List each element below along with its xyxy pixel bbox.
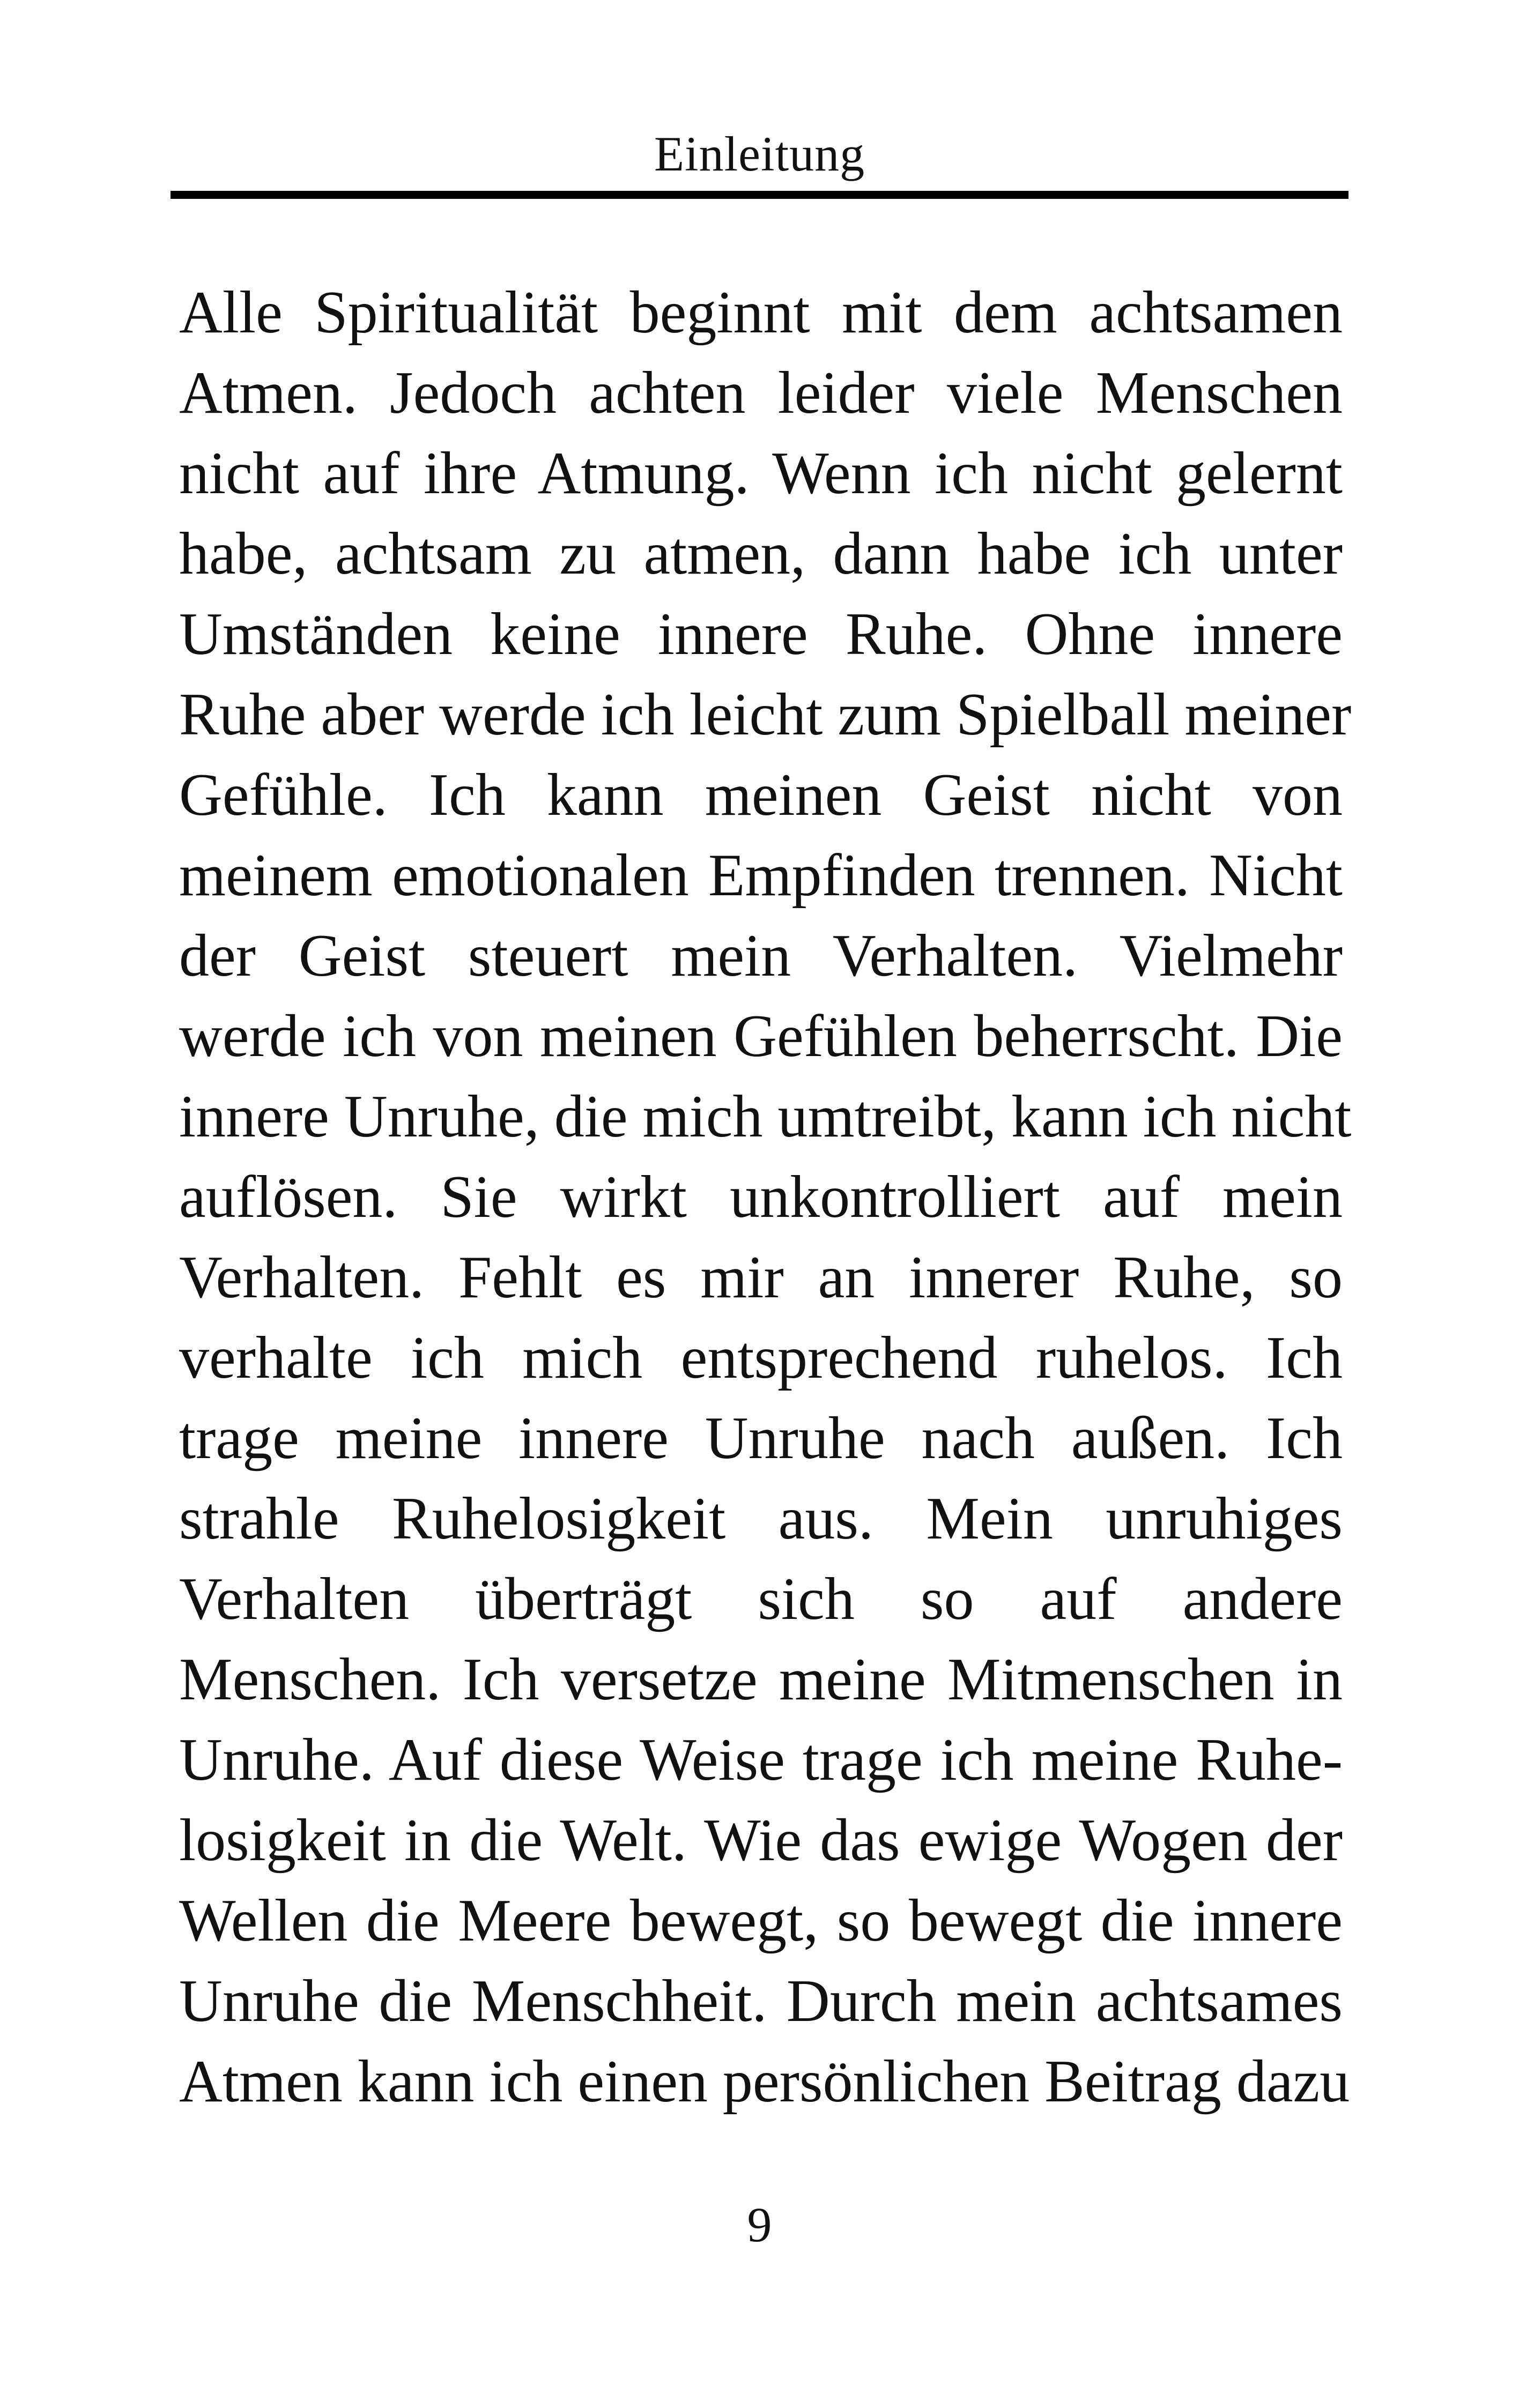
text-line: habe, achtsam zu atmen, dann habe ich unter xyxy=(179,521,1343,587)
text-line: Verhalten. Fehlt es mir an innerer Ruhe, so xyxy=(179,1244,1343,1311)
text-line: strahle Ruhelosigkeit aus. Mein unruhiges xyxy=(179,1485,1343,1552)
text-line: Atmen. Jedoch achten leider viele Menschen xyxy=(179,360,1343,426)
body-text xyxy=(179,272,1352,2122)
text-line: Gefühle. Ich kann meinen Geist nicht von xyxy=(179,762,1343,828)
page-number: 9 xyxy=(747,2197,772,2252)
text-line: Umständen keine innere Ruhe. Ohne innere xyxy=(179,601,1343,667)
running-header: Einleitung xyxy=(654,127,865,181)
header-rule xyxy=(171,191,1348,199)
text-line: Menschen. Ich versetze meine Mitmenschen in xyxy=(179,1646,1343,1713)
text-line: Unruhe die Menschheit. Durch mein achtsames xyxy=(179,1968,1343,2034)
text-line: nicht auf ihre Atmung. Wenn ich nicht gelernt xyxy=(179,440,1343,507)
text-line: trage meine innere Unruhe nach außen. Ich xyxy=(179,1405,1343,1471)
text-line: Verhalten überträgt sich so auf andere xyxy=(179,1566,1343,1632)
text-line: losigkeit in die Welt. Wie das ewige Wogen der xyxy=(179,1807,1343,1874)
text-line: meinem emotionalen Empfinden trennen. Nicht xyxy=(179,842,1343,909)
text-line: Wellen die Meere bewegt, so bewegt die innere xyxy=(179,1887,1343,1954)
text-line: werde ich von meinen Gefühlen beherrscht. Die xyxy=(179,1003,1343,1069)
text-line: Ruhe aber werde ich leicht zum Spielball meiner xyxy=(179,681,1352,748)
text-line: der Geist steuert mein Verhalten. Vielmehr xyxy=(179,923,1343,989)
text-line: auflösen. Sie wirkt unkontrolliert auf mein xyxy=(179,1164,1343,1230)
text-line: Atmen kann ich einen persönlichen Beitrag dazu xyxy=(179,2048,1350,2115)
text-line: Alle Spiritualität beginnt mit dem achtsamen xyxy=(179,279,1343,346)
text-line: innere Unruhe, die mich umtreibt, kann ich nicht xyxy=(179,1083,1352,1150)
text-line: Unruhe. Auf diese Weise trage ich meine Ruhe- xyxy=(179,1727,1343,1793)
text-line: verhalte ich mich entsprechend ruhelos. Ich xyxy=(179,1325,1343,1391)
